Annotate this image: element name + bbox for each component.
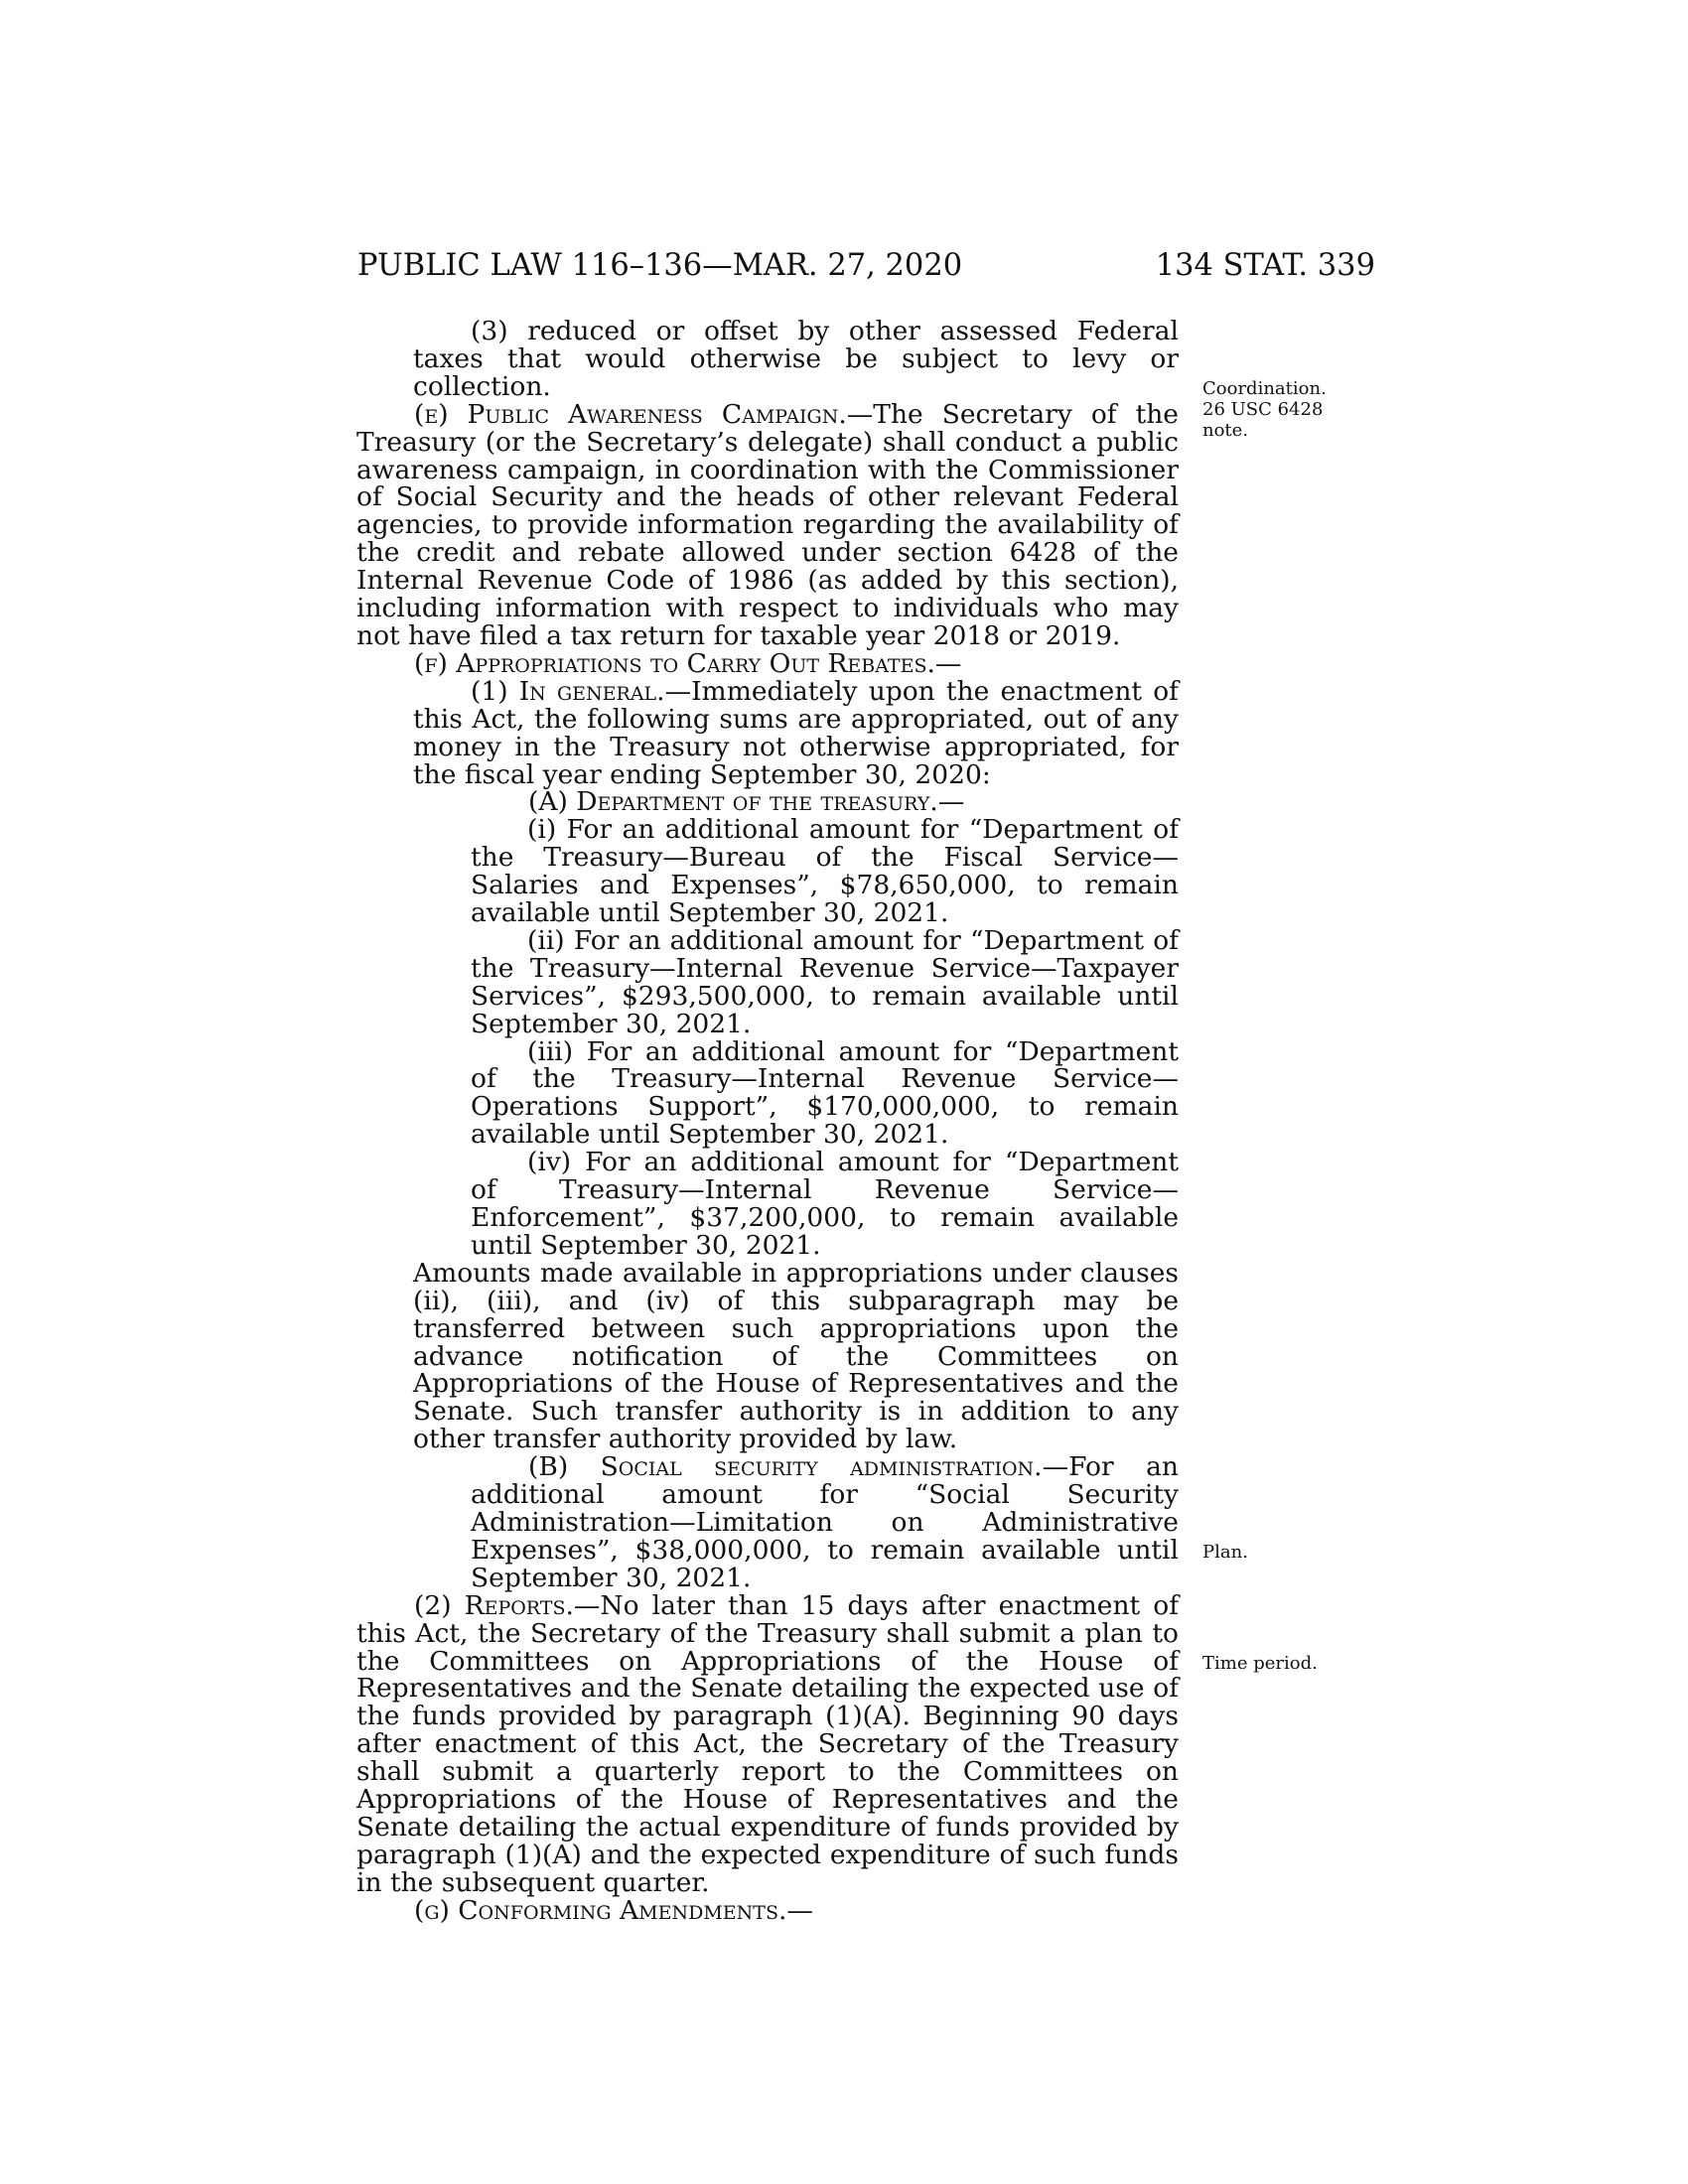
subsection-g-heading-line xyxy=(356,1894,1179,1926)
subsection-f-heading-line xyxy=(356,647,1179,679)
paragraph-3: (3) reduced or offset by other assessed Federal taxes that would otherwise be subject to levy or collection. xyxy=(413,316,1179,402)
subparagraph-B xyxy=(356,1453,1179,1592)
clause-ii: (ii) For an additional amount for “Department of the Treasury—Internal Revenue Service—Taxpayer Services”, $293,500,000, to remain available until September 30, 2021. xyxy=(471,924,1179,1039)
subparagraph-A-dash: — xyxy=(937,786,965,818)
paragraph-f1-heading: (1) In general. xyxy=(471,675,665,707)
paragraph-f2 xyxy=(356,1589,1180,1898)
subsection-e-body: —The Secretary of the Treasury (or the Secretary’s delegate) shall conduct a public awareness campaign, in coordination with the Commissioner of Social Security and the heads of other relevant Federal agencies, to provide information regarding the availability of the credit and rebate allowed under section 6428 of the Internal Revenue Code of 1986 (as added by this section), including information with respect to individuals who may not have filed a tax return for taxable year 2018 or 2019. xyxy=(356,398,1179,651)
paragraph-f1-body: —Immediately upon the enactment of this Act, the following sums are appropriated, out of any money in the Treasury not otherwise appropriated, for the fiscal year ending September 30, 2020: xyxy=(413,675,1179,790)
subparagraph-B-body: —For an additional amount for “Social Security Administration—Limitation on Administrative Expenses”, $38,000,000, to remain available until September 30, 2021. xyxy=(471,1451,1179,1593)
paragraph-f2-heading: (2) Reports. xyxy=(414,1589,574,1621)
subparagraph-B-heading: (B) Social security administration. xyxy=(528,1451,1043,1483)
subsection-f-dash: — xyxy=(934,647,962,679)
subsection-g-heading: (g) Conforming Amendments. xyxy=(414,1894,787,1926)
subsection-f-heading: (f) Appropriations to Carry Out Rebates. xyxy=(414,647,935,679)
subsection-g-dash: — xyxy=(786,1894,813,1926)
statute-text xyxy=(356,318,1179,1925)
margin-note-time-period: Time period. xyxy=(1202,1653,1318,1674)
margin-note-coordination-line: Coordination. xyxy=(1202,378,1327,399)
subparagraph-A-heading-line xyxy=(356,788,1179,816)
clause-i: (i) For an additional amount for “Department of the Treasury—Bureau of the Fiscal Service—Salaries and Expenses”, $78,650,000, to remain available until September 30, 2021. xyxy=(471,814,1179,929)
clause-iv: (iv) For an additional amount for “Department of Treasury—Internal Revenue Service—Enforcement”, $37,200,000, to remain available until September 30, 2021. xyxy=(471,1147,1179,1261)
subsection-e-heading: (e) Public Awareness Campaign. xyxy=(414,398,847,430)
law-title: PUBLIC LAW 116–136—MAR. 27, 2020 xyxy=(357,248,963,283)
paragraph-f1 xyxy=(356,675,1179,790)
margin-note-plan: Plan. xyxy=(1202,1542,1248,1563)
transfer-authority-paragraph: Amounts made available in appropriations under clauses (ii), (iii), and (iv) of this subparagraph may be transferred between such appropriations upon the advance notification of the Committees on Appropriations of the House of Representatives and the Senate. Such transfer authority is in addition to any other transfer authority provided by law. xyxy=(413,1257,1179,1455)
page-reference: 134 STAT. 339 xyxy=(1155,248,1375,283)
margin-note-usc-line: 26 USC 6428 xyxy=(1202,399,1324,420)
margin-note-coordination xyxy=(1202,378,1336,441)
margin-note-note-line: note. xyxy=(1202,420,1249,441)
running-header xyxy=(357,248,1375,288)
clause-iii: (iii) For an additional amount for “Department of the Treasury—Internal Revenue Service—Operations Support”, $170,000,000, to remain available until September 30, 2021. xyxy=(471,1035,1179,1151)
subparagraph-A-heading: (A) Department of the treasury. xyxy=(528,786,938,818)
paragraph-f2-body: —No later than 15 days after enactment of this Act, the Secretary of the Treasury shall submit a plan to the Committees on Appropriations of the House of Representatives and the Senate detailing the expected use of the funds provided by paragraph (1)(A). Beginning 90 days after enactment of this Act, the Secretary of the Treasury shall submit a quarterly report to the Committees on Appropriations of the House of Representatives and the Senate detailing the actual expenditure of funds provided by paragraph (1)(A) and the expected expenditure of such funds in the subsequent quarter. xyxy=(356,1589,1180,1898)
subsection-e xyxy=(356,398,1179,651)
